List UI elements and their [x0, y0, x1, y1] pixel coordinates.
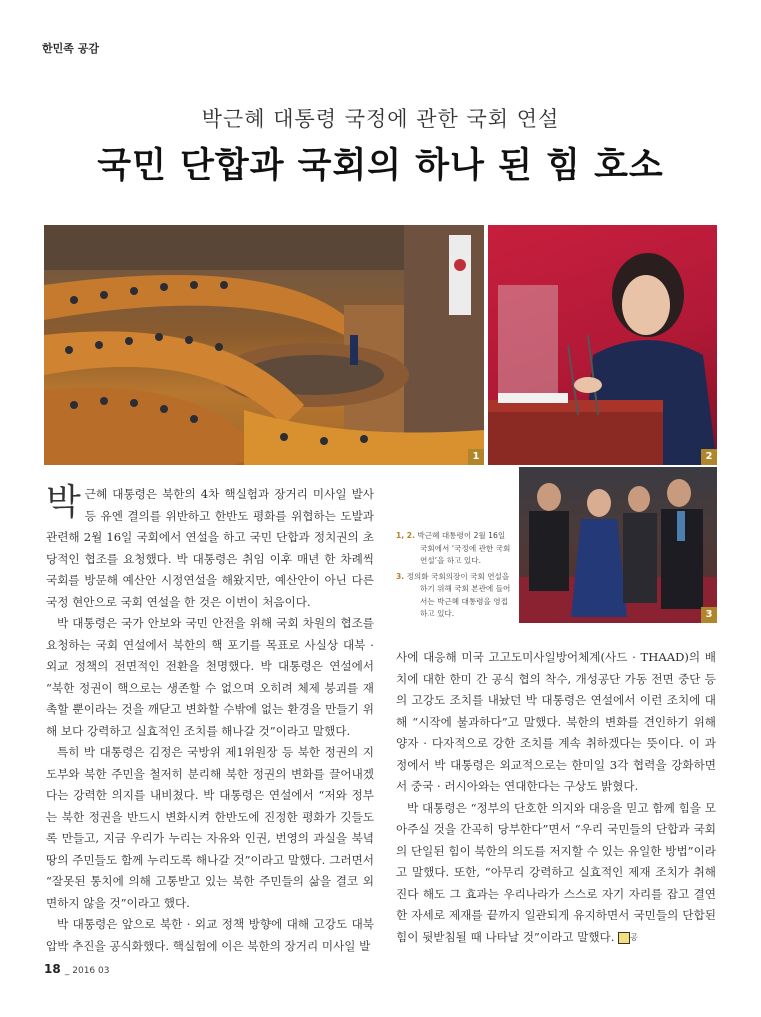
- caption-number: 1, 2.: [396, 531, 415, 540]
- article-paragraph: 박 대통령은 앞으로 북한 · 외교 정책 방향에 대해 고강도 대북 압박 추진을 공식화했다. 핵실험에 이은 북한의 장거리 미사일 발: [46, 917, 374, 953]
- section-label: 한민족 공감: [42, 42, 99, 55]
- photo-captions: [396, 530, 514, 624]
- article-paragraph: [396, 798, 716, 949]
- article-paragraph: 박 대통령은 국가 안보와 국민 안전을 위해 국회 차원의 협조를 요청하는 국회 연설에서 북한의 핵 포기를 목표로 사실상 대북 · 외교 정책의 전면적인 전환을 천명했다. 박 대통령은 연설에서 “북한 정권이 핵으로는 생존할 수 없으며 오히려 체제 붕괴를 재촉할 뿐이라는 것을 깨닫고 변화할 수밖에 없는 환경을 만들기 위해 보다 강력하고 실효적인 조치를 해나갈 것”이라고 말했다.: [46, 616, 374, 738]
- article-title: 국민 단합과 국회의 하나 된 힘 호소: [97, 146, 664, 186]
- page-number: 18: [44, 962, 61, 976]
- photo-number-badge: 3: [701, 607, 717, 623]
- paragraph-text: 근혜 대통령은 북한의 4차 핵실험과 장거리 미사일 발사 등 유엔 결의를 위반하고 한반도 평화를 위협하는 도발과 관련해 2월 16일 국회에서 연설을 하고 국민 단합과 정치권의 초당적인 협조를 요청했다. 박 대통령은 취임 이후 매년 한 차례씩 국회를 방문해 예산안 시정연설을 해왔지만, 예산안이 아닌 다른 국정 현안으로 국회 연설을 한 것은 이번이 처음이다.: [46, 487, 374, 609]
- end-mark-icon: 공: [618, 932, 630, 944]
- article-subtitle: 박근혜 대통령 국정에 관한 국회 연설: [201, 107, 560, 131]
- article-column-left: [46, 484, 374, 957]
- article-column-right: [396, 647, 716, 948]
- caption-text: 정의화 국회의장이 국회 연설을 하기 위해 국회 본관에 들어서는 박근혜 대통령을 영접하고 있다.: [406, 571, 511, 618]
- speaker-illustration: [488, 225, 717, 465]
- photo-number-badge: 2: [701, 449, 717, 465]
- caption-item: [396, 530, 514, 568]
- article-paragraph: 특히 박 대통령은 김정은 국방위 제1위원장 등 북한 정권의 지도부와 북한 주민을 철저히 분리해 북한 정권의 변화를 끌어내겠다는 강력한 의지를 내비쳤다. 박 대통령은 연설에서 “저와 정부는 북한 정권을 반드시 변화시켜 한반도에 진정한 평화가 깃들도록 만들고, 지금 우리가 누리는 자유와 인권, 번영의 과실을 북녘 땅의 주민들도 함께 누리도록 해나갈 것”이라고 말했다. 그러면서 “잘못된 통치에 의해 고통받고 있는 북한 주민들의 삶을 결코 외면하지 않을 것”이라고 했다.: [46, 745, 374, 910]
- photo-president-entrance: [519, 467, 717, 623]
- page-footer: [44, 962, 109, 976]
- photo-assembly-chamber: [44, 225, 484, 465]
- article-paragraph: [46, 484, 374, 613]
- caption-number: 3.: [396, 571, 405, 581]
- photo-president-speech: [488, 225, 717, 465]
- caption-item: [396, 571, 514, 621]
- photo-number-badge: 1: [468, 449, 484, 465]
- paragraph-text: 박 대통령은 “정부의 단호한 의지와 대응을 믿고 함께 힘을 모아주실 것을 간곡히 당부한다”면서 “우리 국민들의 단합과 국회의 단일된 힘이 북한의 의도를 저지할 수 있는 유일한 방법”이라고 말했다. 또한, “아무리 강력하고 실효적인 제재 조치가 취해진다 해도 그 효과는 우리나라가 스스로 자기 자리를 잡고 결연한 자세로 제재를 끝까지 일관되게 유지하면서 국민들의 단합된 힘이 뒷받침될 때 나타날 것”이라고 말했다.: [396, 800, 716, 944]
- caption-text: 박근혜 대통령이 2월 16일 국회에서 ‘국정에 관한 국회 연설’을 하고 있다.: [417, 531, 511, 565]
- issue-date: _ 2016 03: [64, 966, 110, 976]
- entrance-illustration: [519, 467, 717, 623]
- drop-cap: 박: [46, 482, 81, 523]
- assembly-chamber-illustration: [44, 225, 484, 465]
- article-paragraph: 사에 대응해 미국 고고도미사일방어체계(사드 · THAAD)의 배치에 대한 한미 간 공식 협의 착수, 개성공단 가동 전면 중단 등의 고강도 조치를 내놨던 박 대통령은 연설에서 이런 조치에 대해 “시작에 불과하다”고 말했다. 북한의 변화를 견인하기 위해 양자 · 다자적으로 강한 조치를 계속 취하겠다는 뜻이다. 이 과정에서 박 대통령은 외교적으로는 한미일 3각 협력을 강화하면서 중국 · 러시아와는 연대한다는 구상도 밝혔다.: [396, 650, 716, 793]
